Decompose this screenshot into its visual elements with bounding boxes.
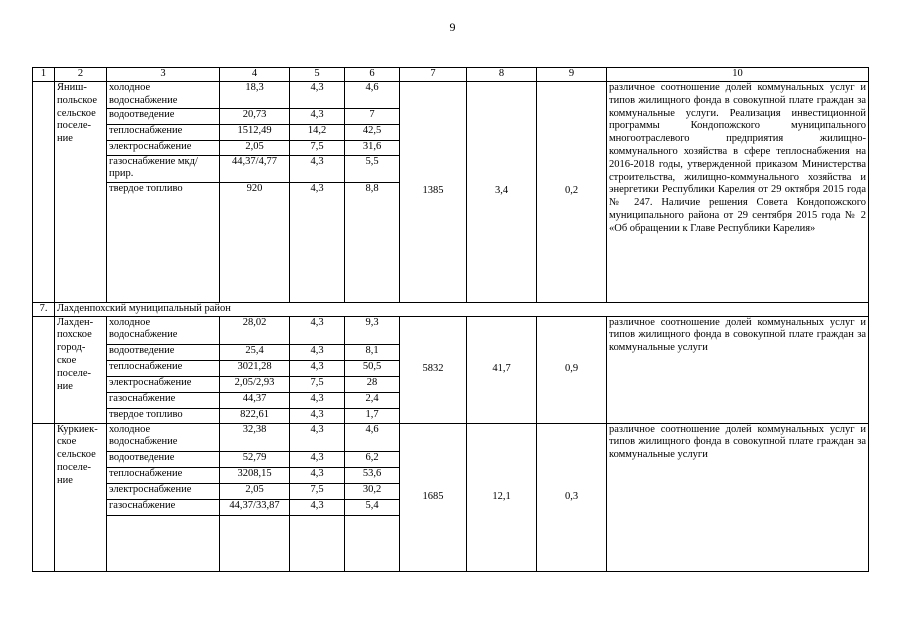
page-number: 9 xyxy=(449,20,456,34)
value-cell: 4,3 xyxy=(290,408,345,423)
col8-cell: 3,4 xyxy=(467,82,537,303)
value-cell: 44,37/4,77 xyxy=(220,155,290,182)
service-cell: холодное водоснабжение xyxy=(107,316,220,344)
value-cell: 4,3 xyxy=(290,467,345,483)
settlement-cell: Лахден- похское город- ское поселе- ние xyxy=(55,316,107,423)
value-cell: 4,6 xyxy=(345,82,400,109)
settlement-cell: Яниш- польское сельское поселе- ние xyxy=(55,82,107,303)
value-cell: 50,5 xyxy=(345,360,400,376)
tariff-table xyxy=(32,67,869,572)
section-title: Лахденпохский муниципальный район xyxy=(55,302,869,316)
value-cell: 4,3 xyxy=(290,155,345,182)
value-cell: 4,3 xyxy=(290,423,345,451)
value-cell: 32,38 xyxy=(220,423,290,451)
service-cell: газоснабжение xyxy=(107,499,220,515)
column-header: 7 xyxy=(400,68,467,82)
value-cell: 4,3 xyxy=(290,392,345,408)
value-cell: 30,2 xyxy=(345,483,400,499)
value-cell: 4,6 xyxy=(345,423,400,451)
service-cell: теплоснабжение xyxy=(107,124,220,140)
service-cell: водоотведение xyxy=(107,108,220,124)
column-header: 3 xyxy=(107,68,220,82)
col7-cell: 5832 xyxy=(400,316,467,423)
column-header: 5 xyxy=(290,68,345,82)
table-row xyxy=(33,82,869,109)
service-cell: электроснабжение xyxy=(107,140,220,155)
value-cell: 42,5 xyxy=(345,124,400,140)
empty-cell xyxy=(290,515,345,571)
row-number-cell xyxy=(33,82,55,303)
value-cell: 5,4 xyxy=(345,499,400,515)
value-cell: 8,1 xyxy=(345,344,400,360)
value-cell: 920 xyxy=(220,182,290,302)
value-cell: 7,5 xyxy=(290,483,345,499)
value-cell: 4,3 xyxy=(290,360,345,376)
value-cell: 7,5 xyxy=(290,140,345,155)
value-cell: 4,3 xyxy=(290,344,345,360)
empty-cell xyxy=(107,515,220,571)
col9-cell: 0,3 xyxy=(537,423,607,571)
value-cell: 2,05 xyxy=(220,483,290,499)
note-cell: различное соотношение долей коммунальных услуг и типов жилищного фонда в совокупной плате граждан за коммунальные услуги xyxy=(607,423,869,571)
value-cell: 7 xyxy=(345,108,400,124)
table-row xyxy=(33,316,869,344)
value-cell: 2,05/2,93 xyxy=(220,376,290,392)
value-cell: 4,3 xyxy=(290,182,345,302)
service-cell: твердое топливо xyxy=(107,408,220,423)
value-cell: 4,3 xyxy=(290,82,345,109)
column-header: 1 xyxy=(33,68,55,82)
service-cell: холодное водоснабжение xyxy=(107,423,220,451)
section-number: 7. xyxy=(33,302,55,316)
col9-cell: 0,2 xyxy=(537,82,607,303)
service-cell: газоснабжение xyxy=(107,392,220,408)
service-cell: газоснабжение мкд/прир. xyxy=(107,155,220,182)
value-cell: 5,5 xyxy=(345,155,400,182)
col7-cell: 1685 xyxy=(400,423,467,571)
value-cell: 1,7 xyxy=(345,408,400,423)
table-row xyxy=(33,423,869,451)
column-header: 9 xyxy=(537,68,607,82)
column-header: 2 xyxy=(55,68,107,82)
value-cell: 18,3 xyxy=(220,82,290,109)
column-header: 8 xyxy=(467,68,537,82)
value-cell: 1512,49 xyxy=(220,124,290,140)
value-cell: 4,3 xyxy=(290,499,345,515)
col7-cell: 1385 xyxy=(400,82,467,303)
empty-cell xyxy=(220,515,290,571)
value-cell: 8,8 xyxy=(345,182,400,302)
value-cell: 28,02 xyxy=(220,316,290,344)
row-number-cell xyxy=(33,316,55,423)
note-cell: различное соотношение долей коммунальных услуг и типов жилищного фонда в совокупной плате граждан за коммунальные услуги xyxy=(607,316,869,423)
col9-cell: 0,9 xyxy=(537,316,607,423)
column-header: 6 xyxy=(345,68,400,82)
section-row xyxy=(33,302,869,316)
value-cell: 2,4 xyxy=(345,392,400,408)
value-cell: 28 xyxy=(345,376,400,392)
value-cell: 53,6 xyxy=(345,467,400,483)
col8-cell: 41,7 xyxy=(467,316,537,423)
value-cell: 4,3 xyxy=(290,316,345,344)
value-cell: 44,37/33,87 xyxy=(220,499,290,515)
value-cell: 9,3 xyxy=(345,316,400,344)
service-cell: водоотведение xyxy=(107,451,220,467)
column-header: 10 xyxy=(607,68,869,82)
value-cell: 4,3 xyxy=(290,108,345,124)
value-cell: 44,37 xyxy=(220,392,290,408)
note-cell: различное соотношение долей коммунальных услуг и типов жилищного фонда в совокупной плате граждан за коммунальные услуги. Реализация инвестиционной программы Кондопожского муниципального многоотраслевого предприятия жилищно-коммунального хозяйства в сфере теплоснабжения на 2016-2018 годы, утвержденной приказом Министерства строительства, жилищно-коммунального хозяйства и энергетики Республики Карелия от 29 октября 2015 года № 247. Наличие решения Совета Кондопожского муниципального района от 29 сентября 2015 года № 2 «Об обращении к Главе Республики Карелия» xyxy=(607,82,869,303)
service-cell: водоотведение xyxy=(107,344,220,360)
service-cell: твердое топливо xyxy=(107,182,220,302)
service-cell: теплоснабжение xyxy=(107,467,220,483)
value-cell: 25,4 xyxy=(220,344,290,360)
value-cell: 20,73 xyxy=(220,108,290,124)
value-cell: 52,79 xyxy=(220,451,290,467)
value-cell: 3021,28 xyxy=(220,360,290,376)
service-cell: холодное водоснабжение xyxy=(107,82,220,109)
settlement-cell: Куркиек- ское сельское поселе- ние xyxy=(55,423,107,571)
value-cell: 7,5 xyxy=(290,376,345,392)
service-cell: электроснабжение xyxy=(107,376,220,392)
value-cell: 3208,15 xyxy=(220,467,290,483)
column-header: 4 xyxy=(220,68,290,82)
header-row xyxy=(33,68,869,82)
value-cell: 2,05 xyxy=(220,140,290,155)
value-cell: 822,61 xyxy=(220,408,290,423)
value-cell: 4,3 xyxy=(290,451,345,467)
empty-cell xyxy=(345,515,400,571)
value-cell: 31,6 xyxy=(345,140,400,155)
service-cell: электроснабжение xyxy=(107,483,220,499)
row-number-cell xyxy=(33,423,55,571)
value-cell: 14,2 xyxy=(290,124,345,140)
value-cell: 6,2 xyxy=(345,451,400,467)
col8-cell: 12,1 xyxy=(467,423,537,571)
service-cell: теплоснабжение xyxy=(107,360,220,376)
